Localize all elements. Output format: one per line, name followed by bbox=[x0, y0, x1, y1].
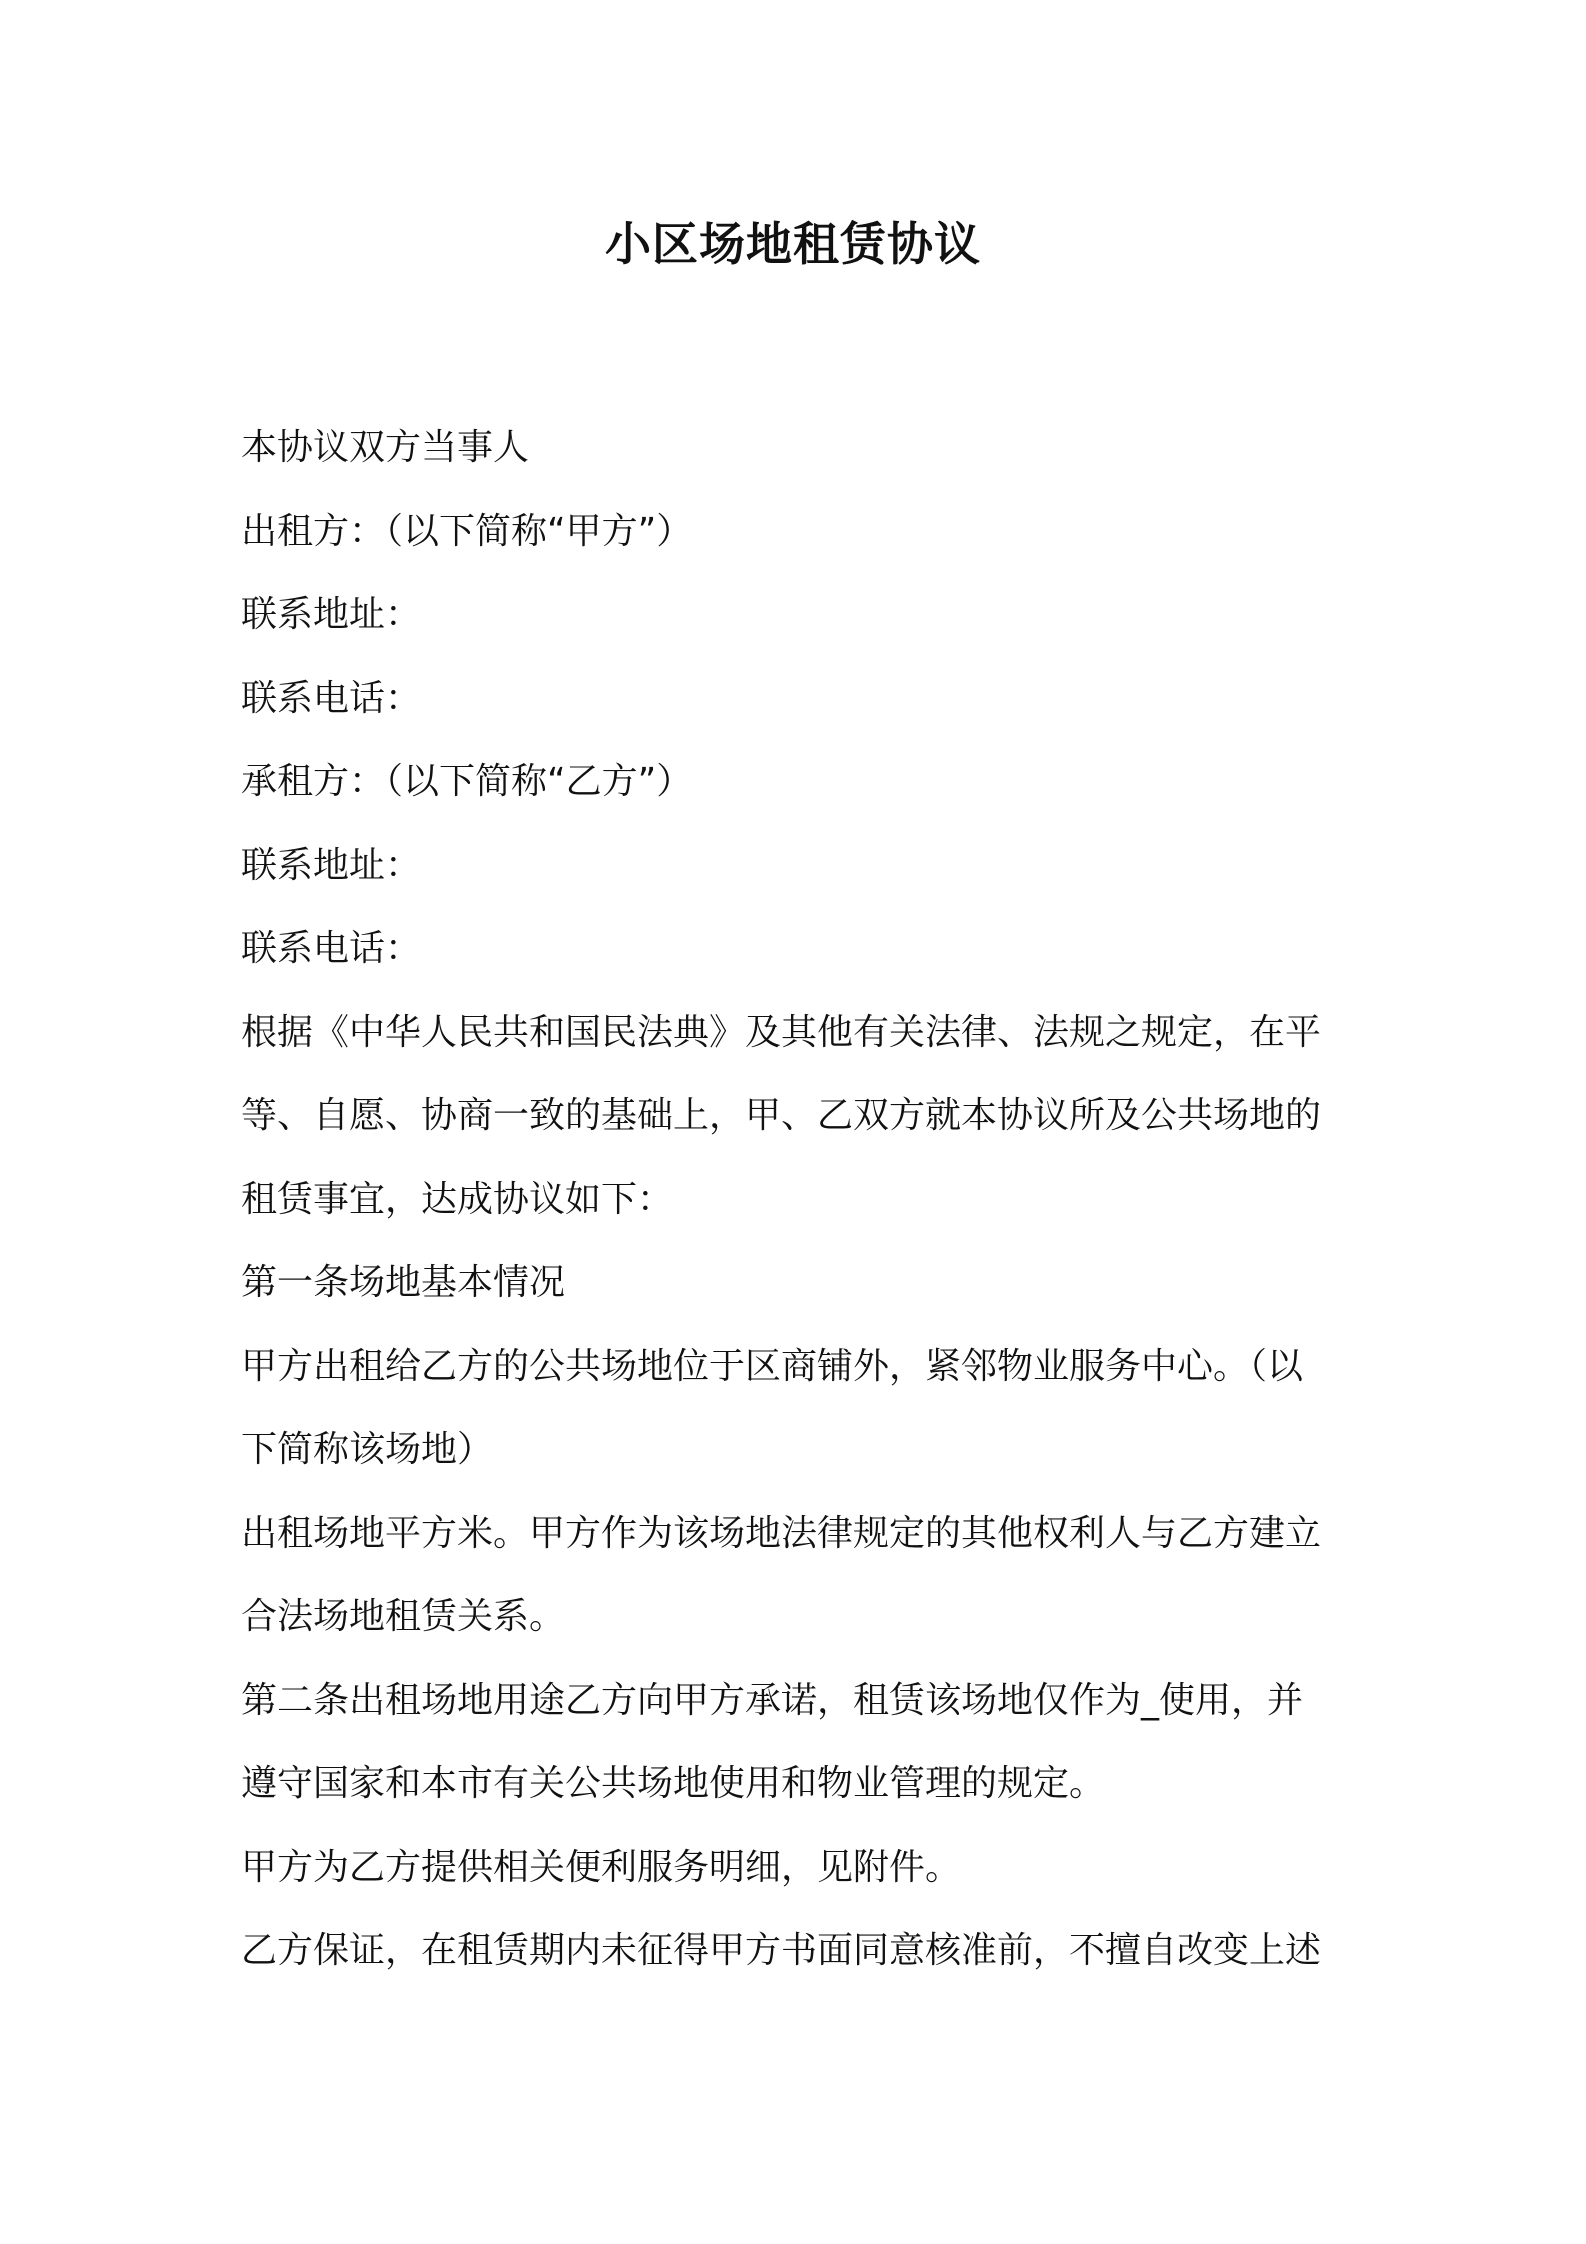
paragraph-line: 联系电话： bbox=[241, 928, 422, 969]
paragraph-line: 本协议双方当事人 bbox=[241, 427, 530, 468]
paragraph-line: 第二条出租场地用途乙方向甲方承诺，租赁该场地仅作为_使用，并 bbox=[241, 1679, 1304, 1721]
paragraph-line: 根据《中华人民共和国民法典》及其他有关法律、法规之规定，在平 bbox=[241, 1011, 1322, 1053]
paragraph-line: 联系电话： bbox=[241, 677, 422, 719]
paragraph-line: 下简称该场地） bbox=[241, 1429, 494, 1470]
paragraph-line: 出租方：（以下简称“甲方”） bbox=[241, 510, 693, 552]
paragraph-line: 等、自愿、协商一致的基础上，甲、乙双方就本协议所及公共场地的 bbox=[241, 1095, 1322, 1136]
paragraph-line: 乙方保证，在租赁期内未征得甲方书面同意核准前，不擅自改变上述 bbox=[241, 1930, 1322, 1971]
document-body bbox=[241, 406, 1361, 1993]
paragraph-line: 遵守国家和本市有关公共场地使用和物业管理的规定。 bbox=[241, 1763, 1106, 1804]
paragraph-line: 合法场地租赁关系。 bbox=[241, 1596, 566, 1637]
paragraph-line: 甲方为乙方提供相关便利服务明细，见附件。 bbox=[241, 1846, 962, 1888]
paragraph-line: 第一条场地基本情况 bbox=[241, 1262, 566, 1303]
paragraph-line: 联系地址： bbox=[241, 844, 422, 886]
paragraph-line: 甲方出租给乙方的公共场地位于区商铺外，紧邻物业服务中心。（以 bbox=[241, 1345, 1304, 1387]
paragraph-line: 承租方：（以下简称“乙方”） bbox=[241, 761, 693, 802]
paragraph-line: 联系地址： bbox=[241, 594, 422, 635]
paragraph-line: 租赁事宜，达成协议如下： bbox=[241, 1178, 674, 1220]
paragraph-line: 出租场地平方米。甲方作为该场地法律规定的其他权利人与乙方建立 bbox=[241, 1512, 1322, 1554]
document-title: 小区场地租赁协议 bbox=[605, 217, 981, 271]
